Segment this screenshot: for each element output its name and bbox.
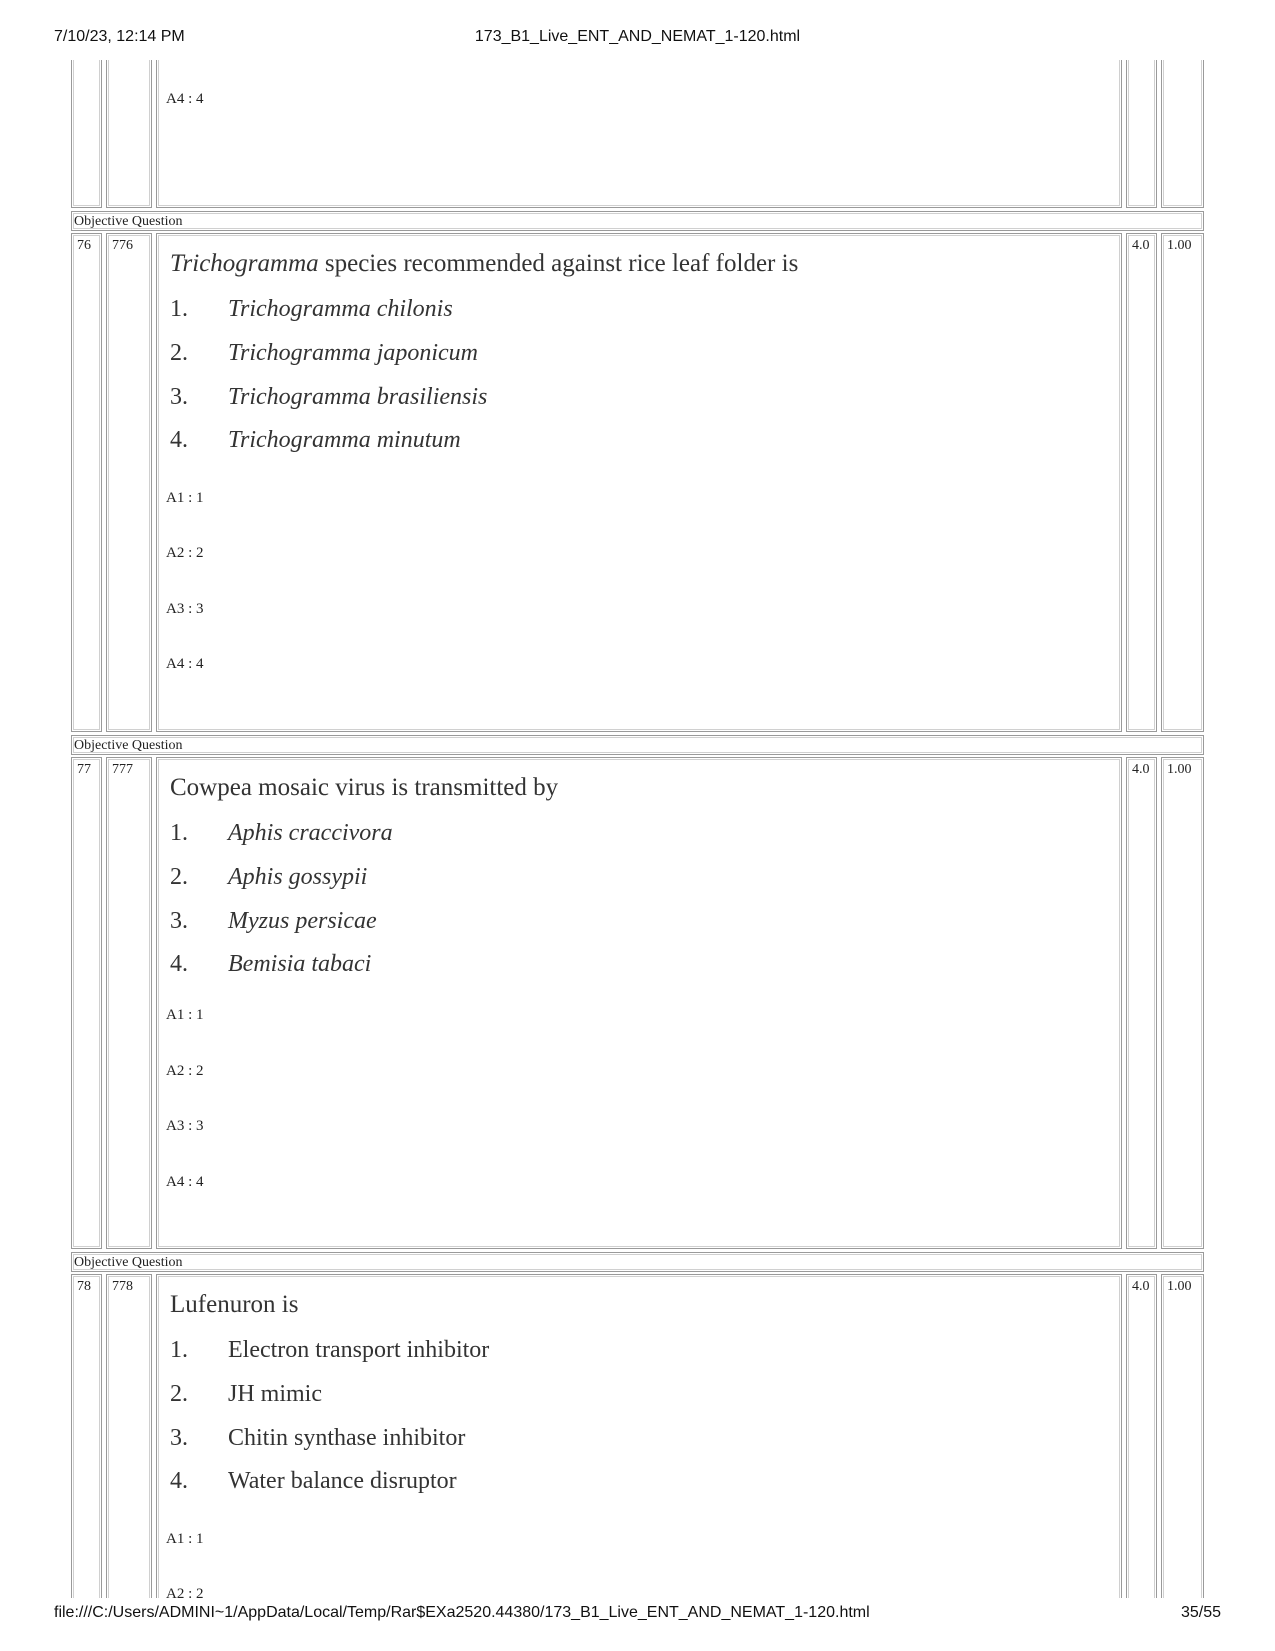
question-type-label: Objective Question <box>71 211 1204 231</box>
question-id: 778 <box>112 1279 133 1294</box>
marks-value: 4.0 <box>1132 1279 1150 1294</box>
option-text: Trichogramma minutum <box>228 427 461 453</box>
option-text: Electron transport inhibitor <box>228 1337 490 1363</box>
print-header <box>0 28 1275 58</box>
answer-option: A4 : 4 <box>166 91 204 107</box>
answer-option: A4 : 4 <box>166 1174 204 1190</box>
option-item <box>170 427 461 461</box>
option-number: 3. <box>170 1425 188 1451</box>
question-stem-rest: species recommended against rice leaf folder is <box>318 250 799 277</box>
question-id: 776 <box>112 238 133 253</box>
question-body-cell <box>156 757 1122 1249</box>
option-item <box>170 296 453 330</box>
option-number: 1. <box>170 820 188 846</box>
answer-option: A2 : 2 <box>166 545 204 561</box>
marks-cell <box>1126 757 1157 1249</box>
option-text: Trichogramma japonicum <box>228 340 479 366</box>
answer-option: A2 : 2 <box>166 1063 204 1079</box>
negative-marks-value: 1.00 <box>1167 762 1192 777</box>
question-stem: Cowpea mosaic virus is transmitted by <box>170 774 559 801</box>
print-document-title: 173_B1_Live_ENT_AND_NEMAT_1-120.html <box>474 28 801 45</box>
question-row <box>70 1274 1205 1598</box>
marks-cell <box>1126 1274 1157 1598</box>
option-text: Trichogramma chilonis <box>228 296 453 322</box>
print-file-path: file:///C:/Users/ADMINI~1/AppData/Local/Temp/Rar$EXa2520.44380/173_B1_Live_ENT_AND_NEMAT_1-120.html <box>54 1604 870 1621</box>
option-text: Myzus persicae <box>228 908 377 934</box>
marks-cell <box>1126 60 1157 208</box>
serial-cell <box>71 1274 102 1598</box>
option-text: Aphis craccivora <box>228 820 393 846</box>
option-item <box>170 1337 489 1371</box>
option-text: Trichogramma brasiliensis <box>228 384 488 410</box>
negative-marks-cell <box>1161 60 1204 208</box>
question-type-label: Objective Question <box>71 1252 1204 1272</box>
print-page-indicator: 35/55 <box>1180 1604 1221 1621</box>
question-stem-italic: Trichogramma <box>170 250 319 277</box>
option-number: 3. <box>170 384 188 410</box>
negative-marks-value: 1.00 <box>1167 1279 1192 1294</box>
answer-option: A1 : 1 <box>166 1007 204 1023</box>
serial-cell <box>71 757 102 1249</box>
option-item <box>170 340 478 374</box>
id-cell <box>106 1274 152 1598</box>
answer-option: A4 : 4 <box>166 656 204 672</box>
id-cell <box>106 60 152 208</box>
option-number: 4. <box>170 1468 188 1494</box>
question-row <box>70 757 1205 1249</box>
previous-question-tail <box>70 60 1205 208</box>
option-text: Water balance disruptor <box>228 1468 457 1494</box>
marks-value: 4.0 <box>1132 238 1150 253</box>
question-body-cell <box>156 1274 1122 1598</box>
negative-marks-cell <box>1161 757 1204 1249</box>
option-item <box>170 1381 322 1415</box>
negative-marks-cell <box>1161 233 1204 732</box>
question-serial: 77 <box>77 762 91 777</box>
option-item <box>170 1468 457 1502</box>
option-item <box>170 864 367 898</box>
answer-option: A3 : 3 <box>166 1118 204 1134</box>
option-item <box>170 384 487 418</box>
option-number: 1. <box>170 1337 188 1363</box>
question-row <box>70 233 1205 732</box>
option-text: Chitin synthase inhibitor <box>228 1425 466 1451</box>
print-datetime: 7/10/23, 12:14 PM <box>54 28 185 45</box>
serial-cell <box>71 60 102 208</box>
question-table <box>70 60 1205 1598</box>
option-number: 4. <box>170 427 188 453</box>
question-body-cell <box>156 233 1122 732</box>
option-item <box>170 951 371 985</box>
option-number: 2. <box>170 340 188 366</box>
answer-option: A1 : 1 <box>166 1531 204 1547</box>
option-number: 3. <box>170 908 188 934</box>
option-text: Bemisia tabaci <box>228 951 372 977</box>
option-text: JH mimic <box>228 1381 322 1407</box>
option-number: 1. <box>170 296 188 322</box>
marks-cell <box>1126 233 1157 732</box>
question-stem: Lufenuron is <box>170 1291 299 1318</box>
id-cell <box>106 757 152 1249</box>
answer-option: A1 : 1 <box>166 490 204 506</box>
marks-value: 4.0 <box>1132 762 1150 777</box>
answer-option: A2 : 2 <box>166 1586 204 1598</box>
option-number: 2. <box>170 864 188 890</box>
option-number: 2. <box>170 1381 188 1407</box>
serial-cell <box>71 233 102 732</box>
question-stem <box>170 250 798 278</box>
question-body-cell <box>156 60 1122 208</box>
option-number: 4. <box>170 951 188 977</box>
id-cell <box>106 233 152 732</box>
option-item <box>170 820 393 854</box>
option-text: Aphis gossypii <box>228 864 368 890</box>
answer-option: A3 : 3 <box>166 601 204 617</box>
negative-marks-value: 1.00 <box>1167 238 1192 253</box>
question-serial: 78 <box>77 1279 91 1294</box>
option-item <box>170 908 377 942</box>
question-serial: 76 <box>77 238 91 253</box>
option-item <box>170 1425 465 1459</box>
question-type-label: Objective Question <box>71 735 1204 755</box>
negative-marks-cell <box>1161 1274 1204 1598</box>
question-id: 777 <box>112 762 133 777</box>
print-footer <box>0 1604 1275 1634</box>
